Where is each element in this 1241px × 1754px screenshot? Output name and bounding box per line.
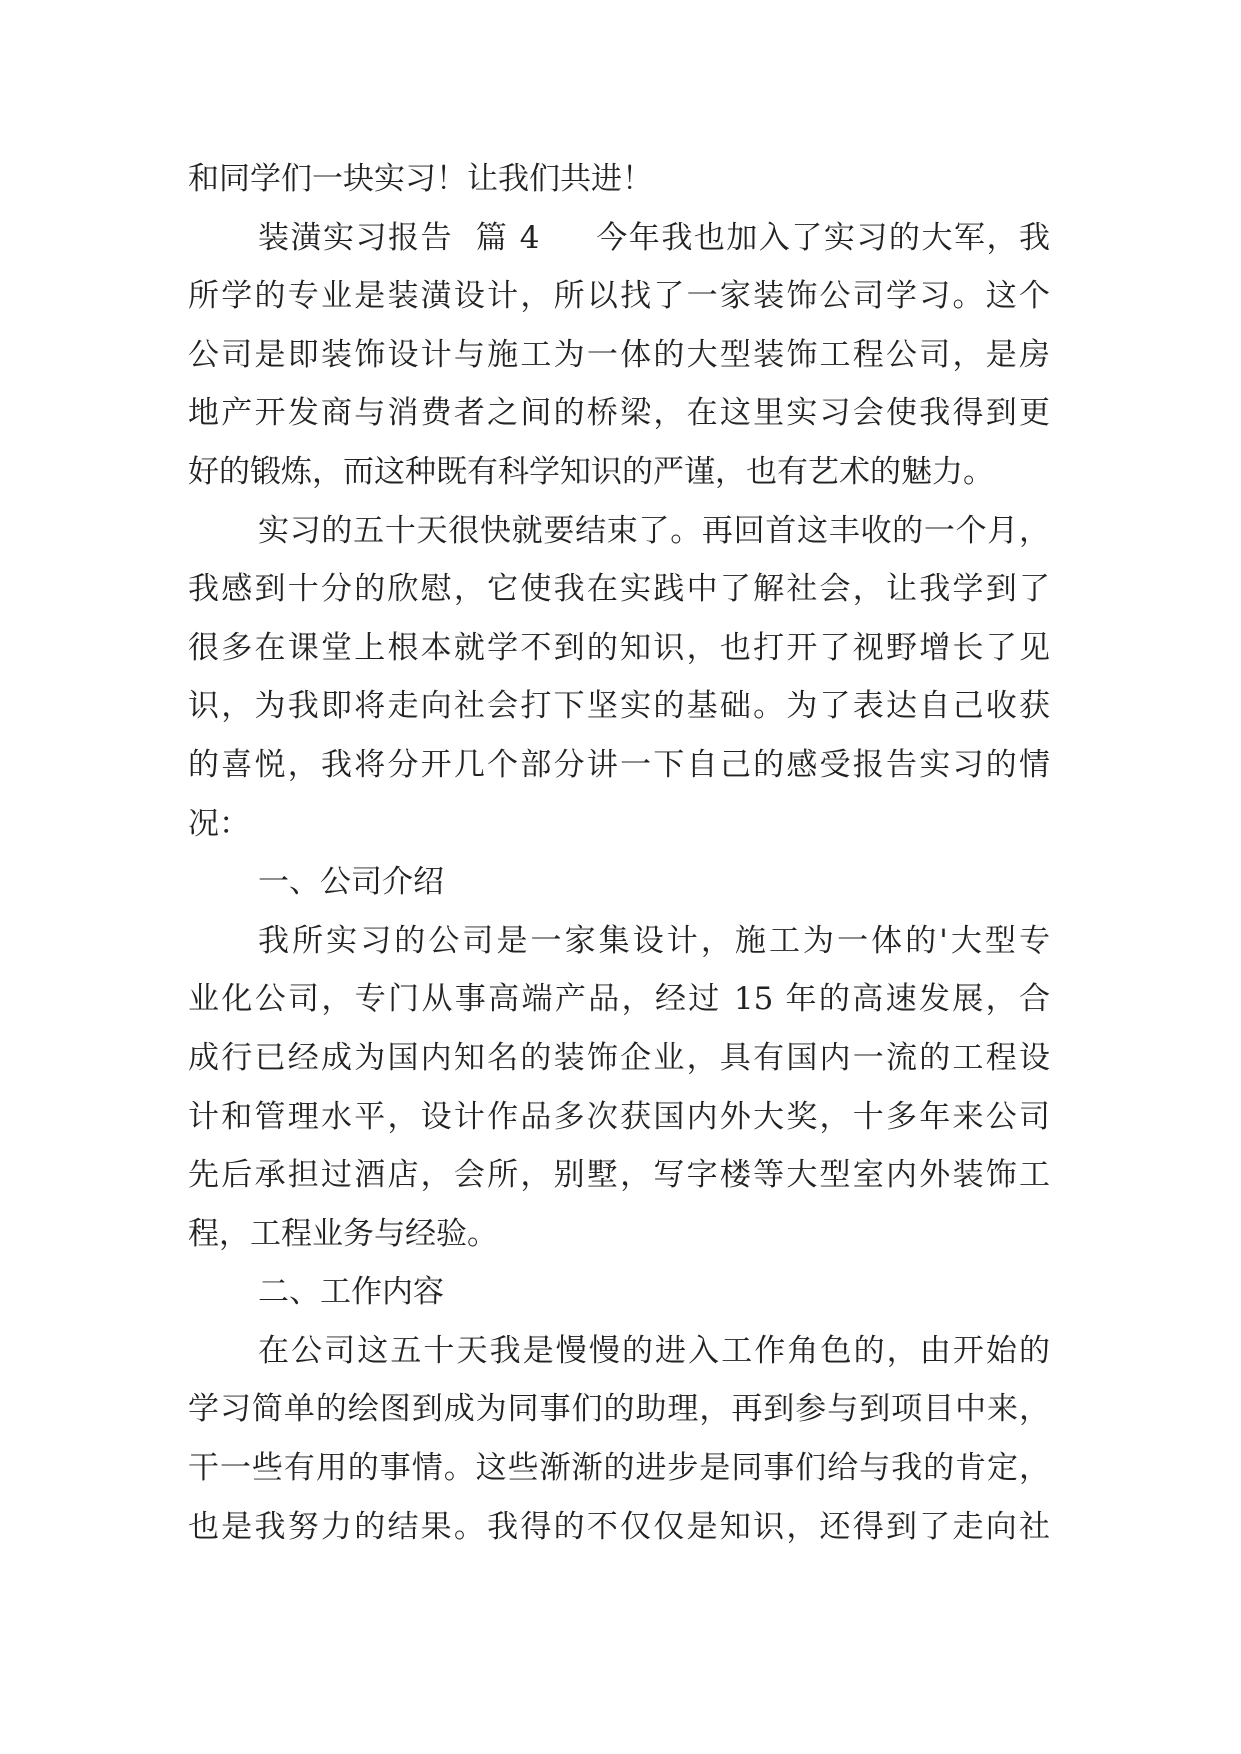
text-line: 先后承担过酒店，会所，别墅，写字楼等大型室内外装饰工 [188,1157,1050,1194]
text-line: 程，工程业务与经验。 [188,1215,498,1252]
text-line: 所学的专业是装潢设计，所以找了一家装饰公司学习。这个 [188,278,1050,315]
text-line: 学习简单的绘图到成为同事们的助理，再到参与到项目中来， [188,1391,1050,1428]
document-body [188,150,1050,1556]
text-line: 计和管理水平，设计作品多次获国内外大奖，十多年来公司 [188,1098,1050,1135]
text-line: 也是我努力的结果。我得的不仅仅是知识，还得到了走向社 [188,1508,1050,1545]
section-heading: 二、工作内容 [258,1274,444,1311]
text-line: 公司是即装饰设计与施工为一体的大型装饰工程公司，是房 [188,336,1050,373]
text-line: 好的锻炼，而这种既有科学知识的严谨，也有艺术的魅力。 [188,453,994,490]
section-heading: 一、公司介绍 [258,864,444,901]
text-line: 在公司这五十天我是慢慢的进入工作角色的，由开始的 [258,1332,1050,1369]
text-line: 干一些有用的事情。这些渐渐的进步是同事们给与我的肯定， [188,1450,1050,1487]
text-line: 很多在课堂上根本就学不到的知识，也打开了视野增长了见 [188,629,1050,666]
text-line: 成行已经成为国内知名的装饰企业，具有国内一流的工程设 [188,1039,1050,1076]
text-line: 业化公司，专门从事高端产品，经过 15 年的高速发展，合 [188,981,1050,1018]
text-line: 和同学们一块实习！让我们共进！ [188,161,653,197]
text-line: 实习的五十天很快就要结束了。再回首这丰收的一个月， [258,512,1050,549]
text-line: 况： [188,805,250,842]
text-line: 装潢实习报告 篇 4 今年我也加入了实习的大军，我 [258,219,1050,256]
text-line: 的喜悦，我将分开几个部分讲一下自己的感受报告实习的情 [188,746,1050,783]
text-line: 我所实习的公司是一家集设计，施工为一体的'大型专 [258,922,1050,959]
text-line: 识，为我即将走向社会打下坚实的基础。为了表达自己收获 [188,688,1050,725]
text-line: 我感到十分的欣慰，它使我在实践中了解社会，让我学到了 [188,571,1050,608]
text-line: 地产开发商与消费者之间的桥梁，在这里实习会使我得到更 [188,395,1050,432]
